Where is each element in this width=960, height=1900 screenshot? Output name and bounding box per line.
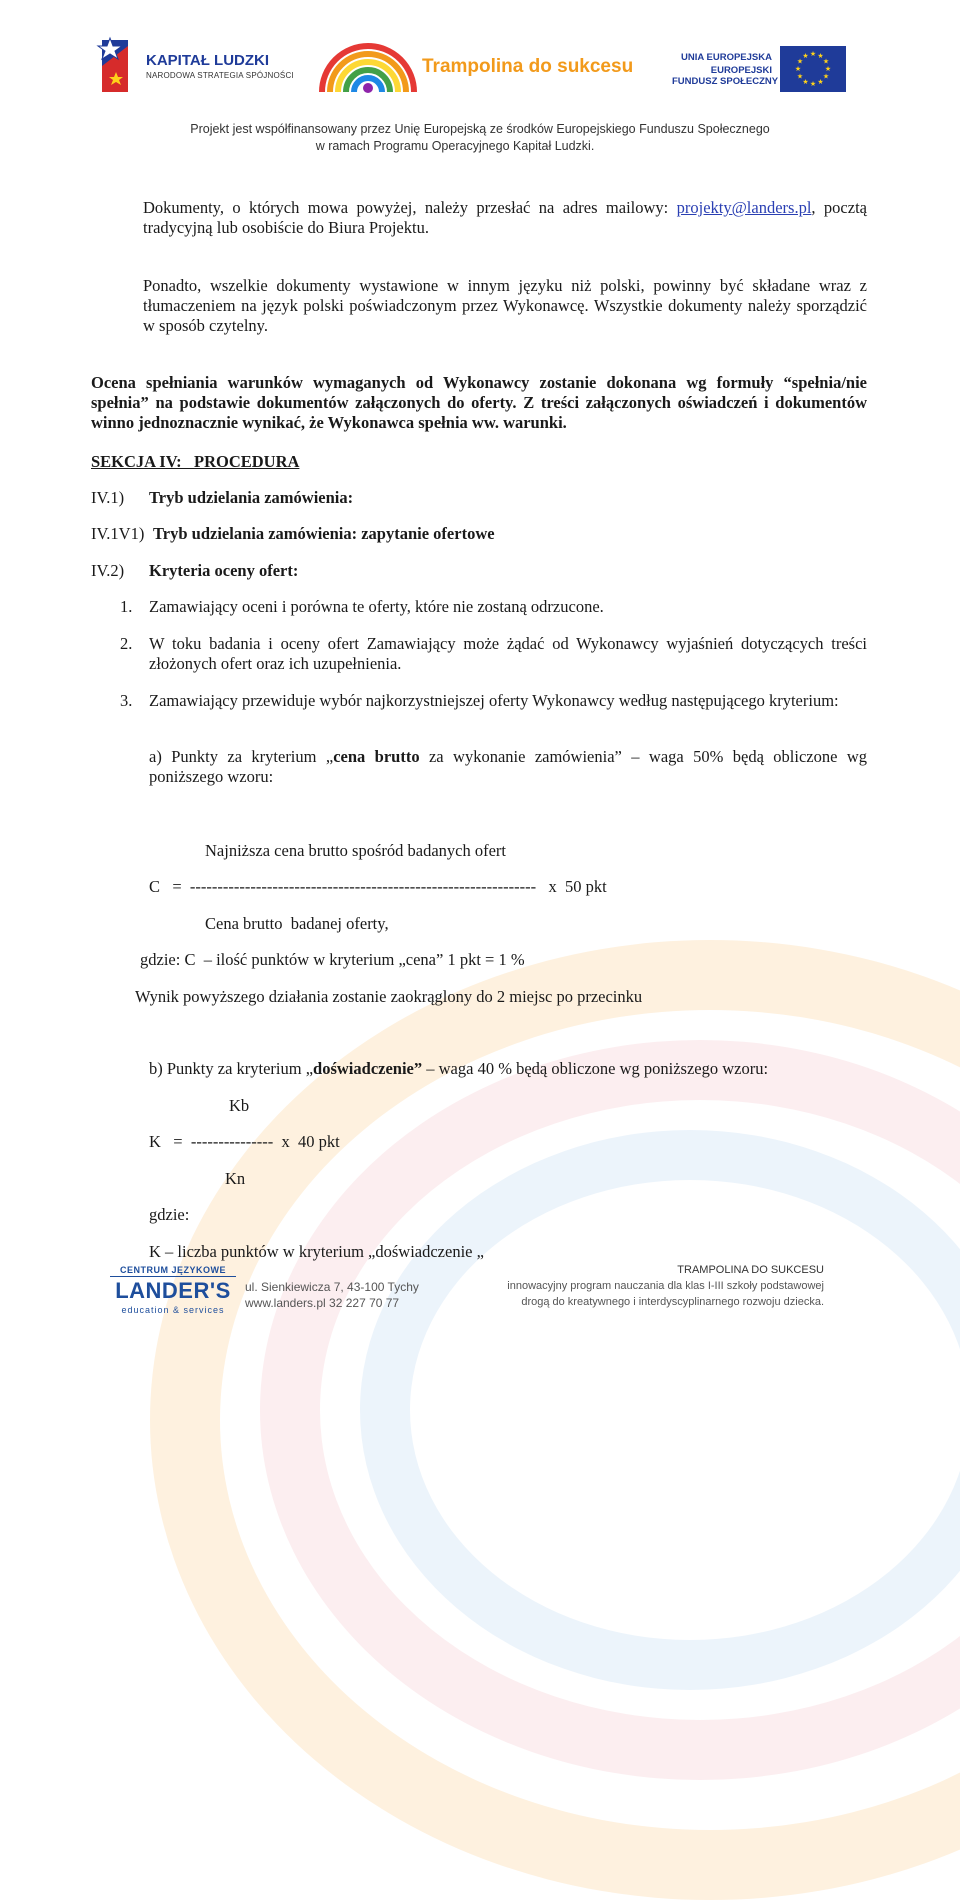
criterion-b-text: b) Punkty za kryterium „ <box>149 1059 314 1078</box>
list-item-number: 2. <box>120 634 133 653</box>
criterion-b <box>149 1059 867 1079</box>
footer-web-phone: www.landers.pl 32 227 70 77 <box>245 1296 400 1310</box>
landers-logo <box>110 1265 236 1317</box>
svg-text:★: ★ <box>809 50 817 58</box>
kapital-ludzki-subtitle: NARODOWA STRATEGIA SPÓJNOŚCI <box>146 71 294 80</box>
svg-text:★: ★ <box>802 78 809 86</box>
svg-text:★: ★ <box>817 52 824 60</box>
svg-text:★: ★ <box>794 65 802 73</box>
landers-subtitle: education & services <box>121 1305 225 1315</box>
criterion-b-bold: doświadczenie” <box>313 1059 423 1078</box>
iv1v1-title: Tryb udzielania zamówienia: zapytanie ofertowe <box>153 524 495 543</box>
eu-line2: EUROPEJSKI <box>710 65 772 76</box>
footer-address: ul. Sienkiewicza 7, 43-100 Tychy <box>245 1280 419 1294</box>
criterion-a-text-end: za wykonanie zamówienia” – waga 50% będą obliczone wg poniższego wzoru: <box>149 747 867 786</box>
formula-experience-legend-label: gdzie: <box>149 1205 190 1224</box>
formula-experience-numerator: Kb <box>229 1096 250 1115</box>
rainbow-icon <box>318 40 418 96</box>
svg-text:★: ★ <box>822 72 830 81</box>
iv2-number: IV.2) <box>91 561 125 580</box>
footer-trampolina-title: TRAMPOLINA DO SUKCESU <box>677 1264 824 1276</box>
kapital-ludzki-emblem-icon <box>96 36 136 96</box>
svg-text:★: ★ <box>824 65 832 73</box>
iv1-number: IV.1) <box>91 488 125 507</box>
rounding-note: Wynik powyższego działania zostanie zaokrąglony do 2 miejsc po przecinku <box>135 987 643 1006</box>
svg-text:★: ★ <box>809 80 817 88</box>
list-item-number: 1. <box>120 597 133 616</box>
footer-trampolina-line2: drogą do kreatywnego i interdyscyplinarnego rozwoju dziecka. <box>521 1296 824 1308</box>
list-item-text: Zamawiający przewiduje wybór najkorzystniejszej oferty Wykonawcy według następującego kryterium: <box>149 691 839 710</box>
formula-price-numerator: Najniższa cena brutto spośród badanych ofert <box>205 841 507 860</box>
list-item-text: Zamawiający oceni i porówna te oferty, które nie zostaną odrzucone. <box>149 597 604 616</box>
formula-price-legend: gdzie: C – ilość punktów w kryterium „cena” 1 pkt = 1 % <box>140 950 525 969</box>
iv1-title: Tryb udzielania zamówienia: <box>149 488 354 507</box>
svg-text:★: ★ <box>796 72 804 81</box>
paragraph-documents <box>143 198 867 238</box>
svg-text:★: ★ <box>796 57 804 66</box>
list-item-number: 3. <box>120 691 133 710</box>
formula-price-denominator: Cena brutto badanej oferty, <box>205 914 389 933</box>
criterion-b-text-end: – waga 40 % będą obliczone wg poniższego wzoru: <box>422 1059 769 1078</box>
formula-price-line: C = --------------------------------------------------------------- x 50 pkt <box>149 877 607 896</box>
kapital-ludzki-logo <box>96 36 294 96</box>
trampolina-title: Trampolina do sukcesu <box>422 56 634 77</box>
kapital-ludzki-title: KAPITAŁ LUDZKI <box>146 52 270 69</box>
criterion-a-bold: cena brutto <box>333 747 420 766</box>
cofinance-line1: Projekt jest współfinansowany przez Unię Europejską ze środków Europejskiego Funduszu Społecznego <box>190 122 770 136</box>
paragraph-translations: Ponadto, wszelkie dokumenty wystawione w innym języku niż polski, powinny być składane wraz z tłumaczeniem na język polski poświadczonym przez Wykonawcę. Wszystkie dokumenty należy sporządzić w sposób czytelny. <box>143 276 867 335</box>
criterion-a <box>149 747 867 787</box>
formula-experience-legend: K – liczba punktów w kryterium „doświadczenie „ <box>149 1242 484 1261</box>
eu-flag-icon <box>780 46 846 92</box>
paragraph-documents-text-end: , pocztą tradycyjną lub osobiście do Biura Projektu. <box>143 198 867 237</box>
landers-top-text: CENTRUM JĘZYKOWE <box>119 1265 226 1275</box>
criterion-a-text: a) Punkty za kryterium „ <box>149 747 334 766</box>
landers-name: LANDER'S <box>115 1278 231 1303</box>
eu-line1: UNIA EUROPEJSKA <box>681 52 772 63</box>
paragraph-documents-text: Dokumenty, o których mowa powyżej, należy przesłać na adres mailowy: <box>143 198 677 217</box>
section-title: SEKCJA IV: PROCEDURA <box>91 452 300 471</box>
svg-text:★: ★ <box>817 78 824 86</box>
svg-text:★: ★ <box>822 57 830 66</box>
iv1v1-number: IV.1V1) <box>91 524 145 543</box>
paragraph-evaluation: Ocena spełniania warunków wymaganych od Wykonawcy zostanie dokonana wg formuły “spełnia/nie spełnia” na podstawie dokumentów załączonych do oferty. Z treści załączonych oświadczeń i dokumentów winno jednoznacznie wynikać, że Wykonawca spełnia ww. warunki. <box>91 373 867 432</box>
list-item-text: W toku badania i oceny ofert Zamawiający może żądać od Wykonawcy wyjaśnień dotyczących treści złożonych ofert oraz ich uzupełnienia. <box>149 634 867 673</box>
svg-text:★: ★ <box>802 52 809 60</box>
eu-logo <box>672 46 850 92</box>
iv2-title: Kryteria oceny ofert: <box>149 561 299 580</box>
eu-line3: FUNDUSZ SPOŁECZNY <box>672 76 779 87</box>
cofinance-line2: w ramach Programu Operacyjnego Kapitał Ludzki. <box>315 139 595 153</box>
footer-trampolina-line1: innowacyjny program nauczania dla klas I-III szkoły podstawowej <box>507 1280 824 1292</box>
formula-experience-line: K = --------------- x 40 pkt <box>149 1132 340 1151</box>
email-link[interactable]: projekty@landers.pl <box>676 198 812 217</box>
trampolina-logo <box>318 40 638 96</box>
formula-experience-denominator: Kn <box>225 1169 246 1188</box>
